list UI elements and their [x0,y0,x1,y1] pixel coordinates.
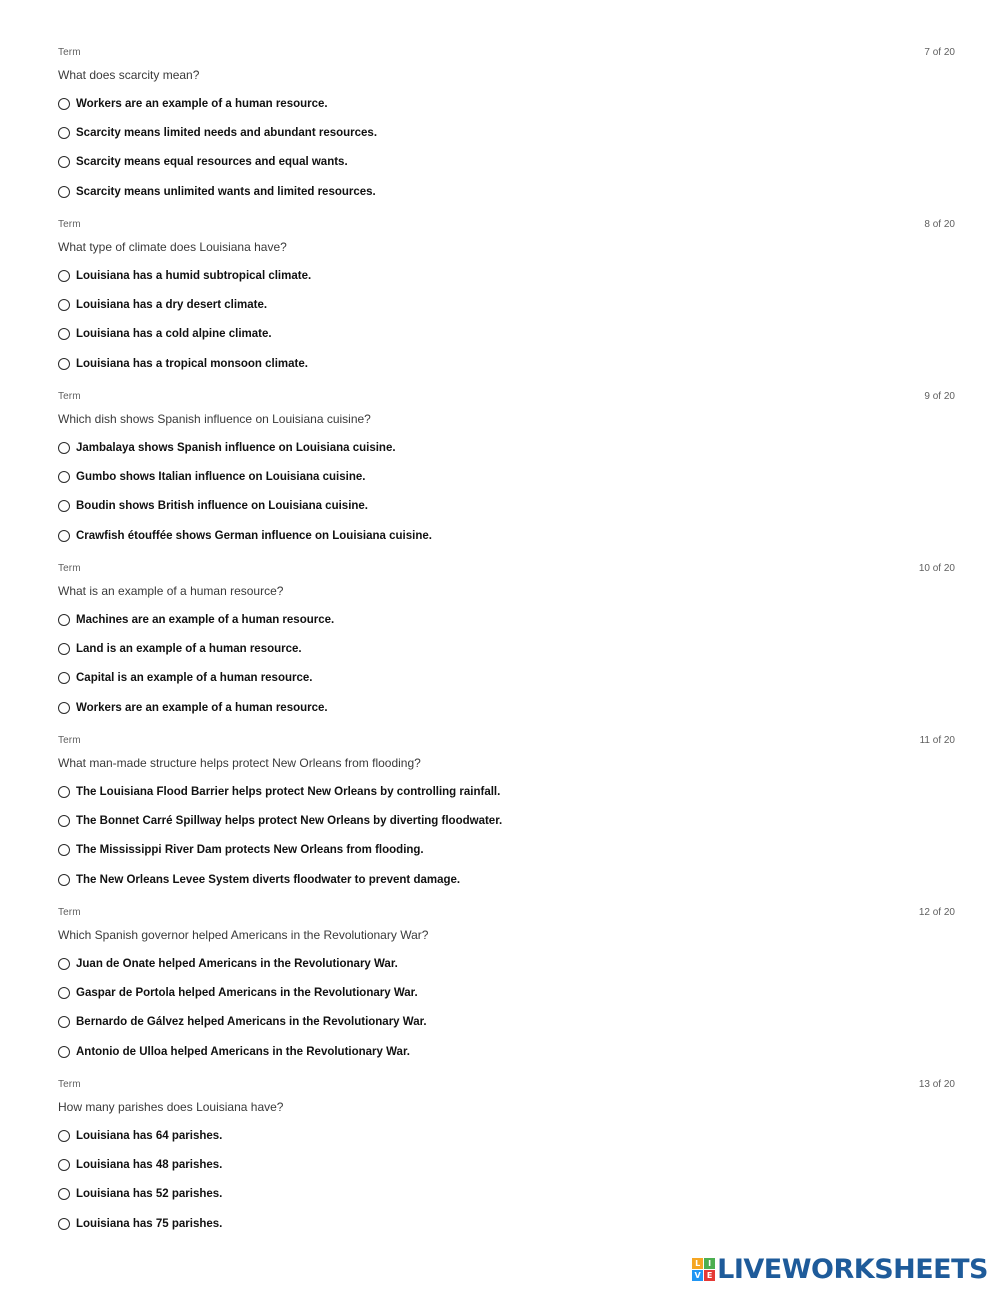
answer-option[interactable] [58,433,955,462]
answer-option-label: Crawfish étouffée shows German influence on Louisiana cuisine. [76,529,432,542]
answer-option[interactable] [58,1037,955,1066]
term-label: Term [58,907,81,918]
logo-mark-letter: L [692,1258,703,1269]
answer-option-label: The Bonnet Carré Spillway helps protect New Orleans by diverting floodwater. [76,815,503,828]
answer-options [58,261,955,379]
question-counter: 9 of 20 [924,391,955,402]
question-header [58,563,955,579]
radio-button[interactable] [58,299,70,311]
answer-option[interactable] [58,1150,955,1179]
question-block [58,735,955,907]
answer-option[interactable] [58,634,955,663]
radio-button[interactable] [58,270,70,282]
question-text: How many parishes does Louisiana have? [58,1100,284,1114]
answer-option[interactable] [58,349,955,378]
radio-button[interactable] [58,844,70,856]
answer-option[interactable] [58,693,955,722]
radio-button[interactable] [58,702,70,714]
radio-button[interactable] [58,815,70,827]
answer-options [58,89,955,207]
answer-option-label: Boudin shows British influence on Louisiana cuisine. [76,500,369,513]
answer-option-label: Scarcity means equal resources and equal wants. [76,156,348,169]
radio-button[interactable] [58,186,70,198]
answer-option[interactable] [58,949,955,978]
radio-button[interactable] [58,328,70,340]
answer-option[interactable] [58,836,955,865]
term-label: Term [58,563,81,574]
answer-options [58,433,955,551]
radio-button[interactable] [58,672,70,684]
question-text: What man-made structure helps protect New Orleans from flooding? [58,756,421,770]
question-counter: 10 of 20 [918,563,955,574]
answer-option-label: Jambalaya shows Spanish influence on Louisiana cuisine. [76,441,396,454]
answer-option-label: Antonio de Ulloa helped Americans in the Revolutionary War. [76,1045,410,1058]
answer-options [58,949,955,1067]
question-counter: 11 of 20 [919,735,955,746]
answer-options [58,605,955,723]
question-counter: 12 of 20 [918,907,955,918]
answer-option-label: Louisiana has a dry desert climate. [76,299,268,312]
radio-button[interactable] [58,358,70,370]
logo-mark-letter: E [704,1270,715,1281]
answer-options [58,777,955,895]
question-header [58,1079,955,1095]
answer-option[interactable] [58,290,955,319]
term-label: Term [58,47,81,58]
question-header [58,219,955,235]
question-counter: 8 of 20 [924,219,955,230]
term-label: Term [58,1079,81,1090]
radio-button[interactable] [58,98,70,110]
radio-button[interactable] [58,614,70,626]
answer-option-label: Juan de Onate helped Americans in the Revolutionary War. [76,957,398,970]
answer-option-label: Capital is an example of a human resource. [76,672,313,685]
radio-button[interactable] [58,127,70,139]
answer-option[interactable] [58,462,955,491]
answer-option[interactable] [58,978,955,1007]
answer-option-label: Bernardo de Gálvez helped Americans in the Revolutionary War. [76,1016,427,1029]
answer-option[interactable] [58,605,955,634]
answer-option[interactable] [58,806,955,835]
answer-option-label: The New Orleans Levee System diverts floodwater to prevent damage. [76,873,461,886]
answer-option-label: Workers are an example of a human resource. [76,701,328,714]
answer-option[interactable] [58,89,955,118]
radio-button[interactable] [58,1046,70,1058]
answer-option[interactable] [58,664,955,693]
question-text: What does scarcity mean? [58,68,200,82]
answer-option-label: Louisiana has 75 parishes. [76,1217,223,1230]
question-header [58,391,955,407]
logo-mark-letter: V [692,1270,703,1281]
answer-option-label: Louisiana has a humid subtropical climate. [76,269,312,282]
answer-option-label: Gaspar de Portola helped Americans in the Revolutionary War. [76,987,418,1000]
answer-option[interactable] [58,1209,955,1238]
answer-option[interactable] [58,1121,955,1150]
answer-option[interactable] [58,148,955,177]
answer-option-label: Louisiana has a cold alpine climate. [76,328,272,341]
question-header [58,47,955,63]
answer-option[interactable] [58,492,955,521]
radio-button[interactable] [58,500,70,512]
answer-option-label: Workers are an example of a human resource. [76,97,328,110]
term-label: Term [58,391,81,402]
radio-button[interactable] [58,987,70,999]
question-counter: 13 of 20 [918,1079,955,1090]
radio-button[interactable] [58,874,70,886]
radio-button[interactable] [58,1130,70,1142]
worksheet-page [58,47,955,1251]
radio-button[interactable] [58,1016,70,1028]
answer-option-label: The Louisiana Flood Barrier helps protect New Orleans by controlling rainfall. [76,785,501,798]
radio-button[interactable] [58,958,70,970]
answer-option-label: Louisiana has 48 parishes. [76,1159,223,1172]
question-block [58,907,955,1079]
question-text: What type of climate does Louisiana have? [58,240,287,254]
term-label: Term [58,219,81,230]
term-label: Term [58,735,81,746]
logo-mark-icon [692,1258,715,1281]
radio-button[interactable] [58,156,70,168]
radio-button[interactable] [58,442,70,454]
radio-button[interactable] [58,786,70,798]
question-header [58,907,955,923]
answer-option[interactable] [58,1008,955,1037]
answer-options [58,1121,955,1239]
radio-button[interactable] [58,1188,70,1200]
question-counter: 7 of 20 [924,47,955,58]
answer-option-label: Machines are an example of a human resource. [76,613,335,626]
answer-option[interactable] [58,177,955,206]
logo-text: LIVEWORKSHEETS [717,1253,988,1285]
question-text: Which Spanish governor helped Americans in the Revolutionary War? [58,928,429,942]
liveworksheets-logo [692,1254,988,1284]
answer-option[interactable] [58,118,955,147]
answer-option-label: Gumbo shows Italian influence on Louisiana cuisine. [76,471,366,484]
answer-option[interactable] [58,865,955,894]
question-block [58,563,955,735]
question-text: Which dish shows Spanish influence on Louisiana cuisine? [58,412,371,426]
answer-option-label: Scarcity means unlimited wants and limited resources. [76,185,376,198]
question-block [58,219,955,391]
answer-option-label: Louisiana has 64 parishes. [76,1129,223,1142]
answer-option-label: Scarcity means limited needs and abundant resources. [76,127,378,140]
question-header [58,735,955,751]
radio-button[interactable] [58,1159,70,1171]
logo-mark-letter: I [704,1258,715,1269]
answer-option[interactable] [58,1180,955,1209]
radio-button[interactable] [58,1218,70,1230]
question-block [58,1079,955,1251]
answer-option[interactable] [58,777,955,806]
answer-option-label: Land is an example of a human resource. [76,643,302,656]
answer-option-label: Louisiana has 52 parishes. [76,1188,223,1201]
radio-button[interactable] [58,643,70,655]
answer-option-label: Louisiana has a tropical monsoon climate. [76,357,308,370]
answer-option-label: The Mississippi River Dam protects New Orleans from flooding. [76,844,424,857]
radio-button[interactable] [58,530,70,542]
question-block [58,391,955,563]
answer-option[interactable] [58,320,955,349]
answer-option[interactable] [58,261,955,290]
radio-button[interactable] [58,471,70,483]
question-block [58,47,955,219]
answer-option[interactable] [58,521,955,550]
question-text: What is an example of a human resource? [58,584,284,598]
